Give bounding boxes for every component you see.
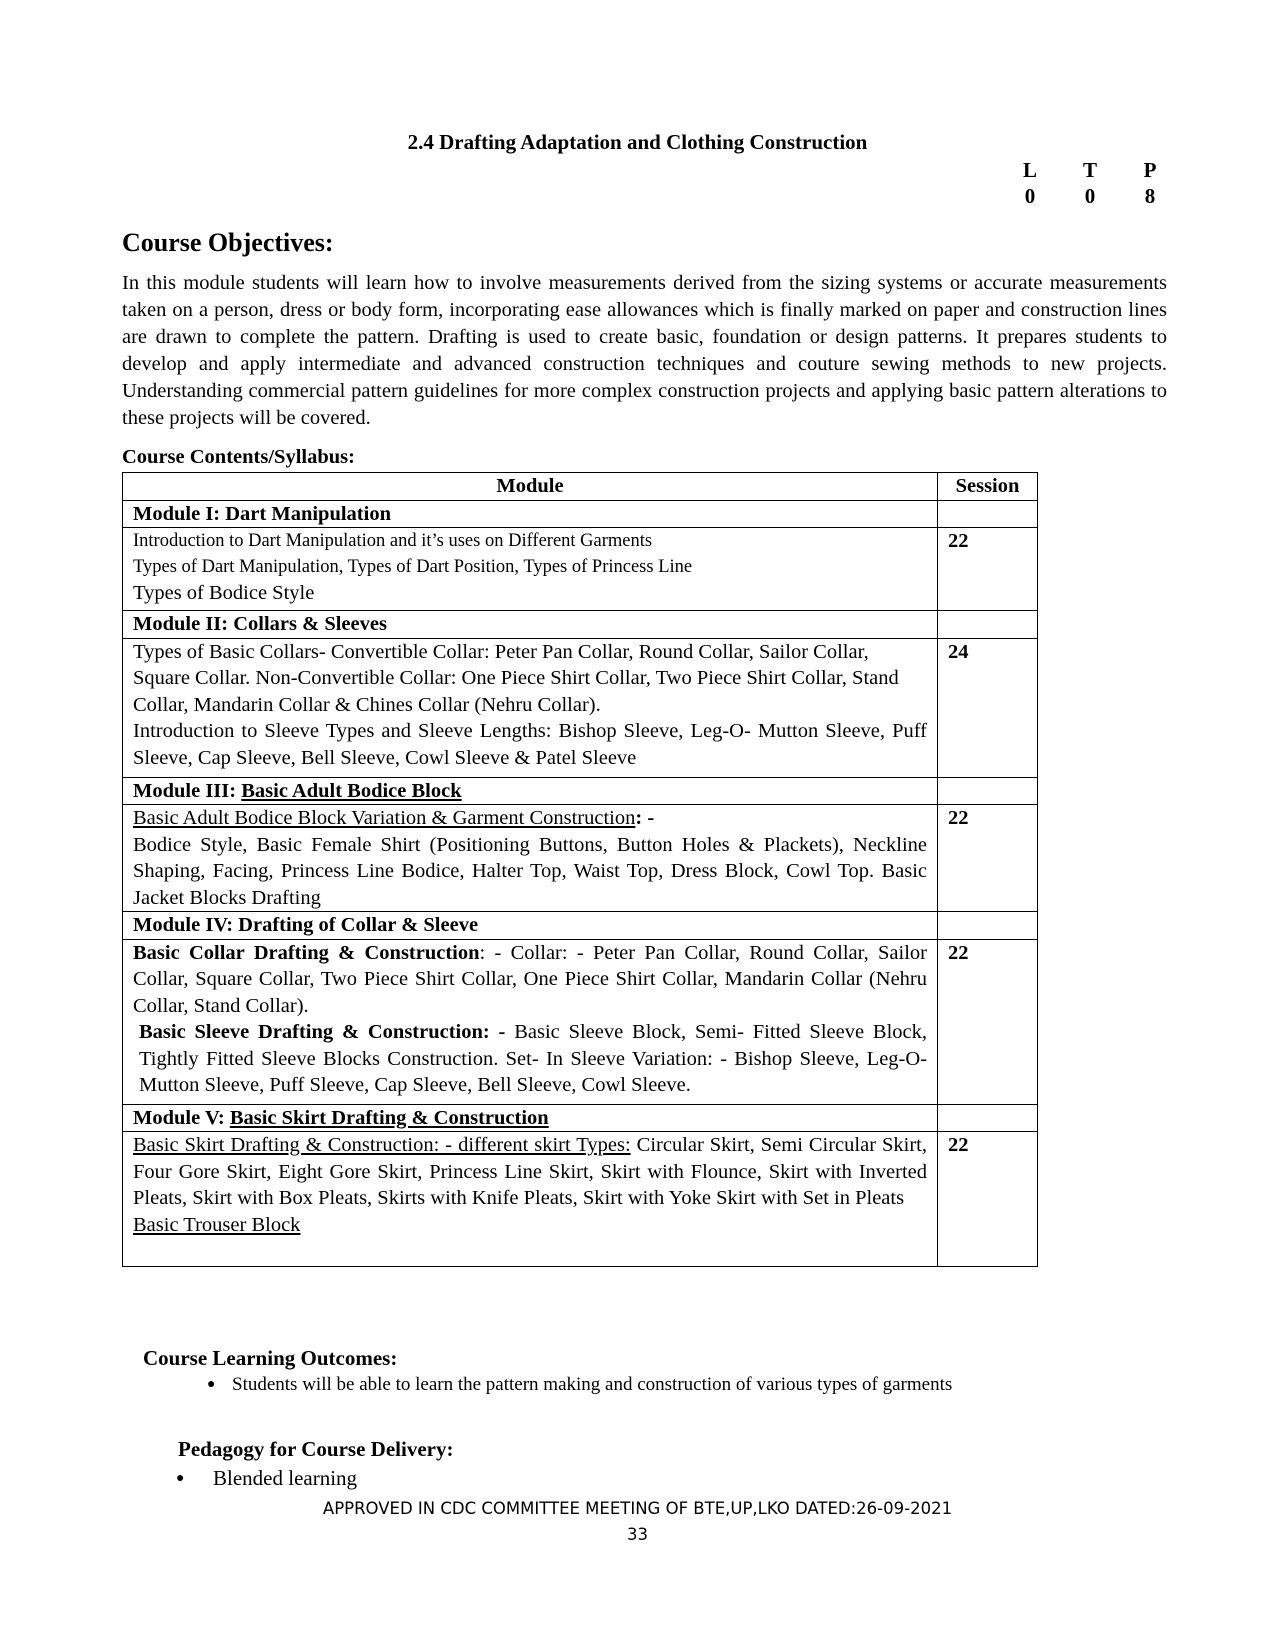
module-4-heading: Module IV: Drafting of Collar & Sleeve bbox=[123, 912, 938, 940]
module-5-lead: Basic Skirt Drafting & Construction: - different skirt Types: bbox=[133, 1134, 631, 1156]
module-1-content bbox=[123, 528, 938, 611]
outcomes-heading: Course Learning Outcomes: bbox=[143, 1346, 398, 1370]
module-4-para-1 bbox=[133, 940, 927, 1020]
document-title: 2.4 Drafting Adaptation and Clothing Construction bbox=[407, 130, 868, 154]
session-column-header: Session bbox=[938, 473, 1038, 501]
module-1-content-row bbox=[123, 528, 1038, 611]
module-3-body: Bodice Style, Basic Female Shirt (Positioning Buttons, Button Holes & Plackets), Neckline Shaping, Facing, Princess Line Bodice, Halter Top, Waist Top, Dress Block, Cowl Top. Basic Jacket Blocks Drafting bbox=[133, 833, 928, 909]
bullet-icon: ● bbox=[176, 1471, 185, 1486]
module-3-lead-suffix: : - bbox=[635, 807, 655, 829]
bullet-icon: ● bbox=[207, 1377, 216, 1392]
module-5-session: 22 bbox=[938, 1132, 1038, 1267]
pedagogy-heading: Pedagogy for Course Delivery: bbox=[178, 1437, 454, 1461]
empty-cell bbox=[938, 777, 1038, 805]
module-1-heading: Module I: Dart Manipulation bbox=[123, 500, 938, 528]
module-5-content-row bbox=[123, 1132, 1038, 1267]
module-4-para-2-lead: Basic Sleeve Drafting & Construction: - bbox=[139, 1021, 506, 1043]
module-2-para-1: Types of Basic Collars- Convertible Collar: Peter Pan Collar, Round Collar, Sailor Collar, Square Collar. Non-Convertible Collar: One Piece Shirt Collar, Two Piece Shirt Collar, Stand Collar, Mandarin Collar & Chines Collar (Nehru Collar). bbox=[133, 640, 899, 716]
module-3-lead: Basic Adult Bodice Block Variation & Garment Construction bbox=[133, 807, 636, 829]
module-1-heading-row bbox=[123, 500, 1038, 528]
ltp-label-p: P bbox=[1143, 158, 1157, 182]
module-5-content bbox=[123, 1132, 938, 1267]
module-4-para-2 bbox=[133, 1019, 927, 1099]
ltp-label-l: L bbox=[1022, 158, 1037, 182]
objectives-heading: Course Objectives: bbox=[122, 228, 334, 257]
module-1-line-1: Introduction to Dart Manipulation and it’s uses on Different Garments bbox=[133, 531, 653, 551]
module-3-session: 22 bbox=[938, 805, 1038, 912]
module-5-heading bbox=[123, 1104, 938, 1132]
module-4-heading-row bbox=[123, 912, 1038, 940]
module-5-heading-row bbox=[123, 1104, 1038, 1132]
outcomes-item: Students will be able to learn the pattern making and construction of various types of garments bbox=[232, 1374, 953, 1395]
module-3-content bbox=[123, 805, 938, 912]
module-5-body: Circular Skirt, Semi Circular Skirt, Four Gore Skirt, Eight Gore Skirt, Princess Line Skirt, Skirt with Flounce, Skirt with Inverted Pleats, Skirt with Box Pleats, Skirts with Knife Pleats, Skirt with Yoke Skirt with Set in Pleats bbox=[133, 1134, 928, 1209]
module-3-heading-prefix: Module III: bbox=[133, 779, 242, 802]
module-4-content bbox=[123, 939, 938, 1104]
empty-cell bbox=[938, 500, 1038, 528]
table-header-row bbox=[123, 473, 1038, 501]
module-5-heading-prefix: Module V: bbox=[133, 1106, 230, 1129]
module-3-heading bbox=[123, 777, 938, 805]
module-1-line-3: Types of Bodice Style bbox=[133, 582, 315, 604]
ltp-label-t: T bbox=[1082, 158, 1097, 182]
module-4-para-2-body: Basic Sleeve Block, Semi- Fitted Sleeve Block, Tightly Fitted Sleeve Blocks Construction. Set- In Sleeve Variation: - Bishop Sleeve, Leg-O- Mutton Sleeve, Puff Sleeve, Cap Sleeve, Bell Sleeve, Cowl Sleeve. bbox=[139, 1021, 928, 1096]
module-4-para-1-lead: Basic Collar Drafting & Construction bbox=[133, 941, 480, 964]
module-2-session: 24 bbox=[938, 638, 1038, 777]
module-2-heading: Module II: Collars & Sleeves bbox=[123, 611, 938, 639]
syllabus-table bbox=[122, 472, 1038, 1267]
footer-approval-text: APPROVED IN CDC COMMITTEE MEETING OF BTE,UP,LKO DATED:26-09-2021 bbox=[322, 1499, 953, 1518]
module-2-heading-row bbox=[123, 611, 1038, 639]
ltp-grid bbox=[1000, 157, 1180, 209]
module-2-content-row bbox=[123, 638, 1038, 777]
module-5-last-line: Basic Trouser Block bbox=[133, 1213, 301, 1236]
empty-cell bbox=[938, 611, 1038, 639]
page-number: 33 bbox=[627, 1525, 648, 1544]
ltp-value-l: 0 bbox=[1024, 184, 1036, 208]
module-3-heading-row bbox=[123, 777, 1038, 805]
footer bbox=[0, 1496, 1275, 1548]
module-1-session: 22 bbox=[938, 528, 1038, 611]
ltp-value-t: 0 bbox=[1084, 184, 1096, 208]
module-3-heading-title: Basic Adult Bodice Block bbox=[241, 779, 462, 802]
module-1-line-2: Types of Dart Manipulation, Types of Dart Position, Types of Princess Line bbox=[133, 557, 693, 577]
empty-cell bbox=[938, 912, 1038, 940]
module-4-content-row bbox=[123, 939, 1038, 1104]
empty-cell bbox=[938, 1104, 1038, 1132]
ltp-value-p: 8 bbox=[1144, 184, 1156, 208]
pedagogy-item: Blended learning bbox=[213, 1466, 358, 1490]
objectives-text: In this module students will learn how to involve measurements derived from the sizing systems or accurate measurements taken on a person, dress or body form, incorporating ease allowances which is finally marked on paper and construction lines are drawn to complete the pattern. Drafting is used to create basic, foundation or design patterns. It prepares students to develop and apply intermediate and advanced construction techniques and couture sewing methods to new projects. Understanding commercial pattern guidelines for more complex construction projects and applying basic pattern alterations to these projects will be covered. bbox=[122, 272, 1167, 429]
module-2-content bbox=[123, 638, 938, 777]
module-column-header: Module bbox=[123, 473, 938, 501]
module-4-para-1-body: : - Collar: - Peter Pan Collar, Round Collar, Sailor Collar, Square Collar, Two Piece Shirt Collar, One Piece Shirt Collar, Mandarin Collar (Nehru Collar, Stand Collar). bbox=[133, 941, 928, 1017]
module-5-heading-title: Basic Skirt Drafting & Construction bbox=[229, 1106, 549, 1129]
module-4-session: 22 bbox=[938, 939, 1038, 1104]
module-2-para-2: Introduction to Sleeve Types and Sleeve Lengths: Bishop Sleeve, Leg-O- Mutton Sleeve, Puff Sleeve, Cap Sleeve, Bell Sleeve, Cowl Sleeve & Patel Sleeve bbox=[133, 720, 928, 769]
syllabus-heading: Course Contents/Syllabus: bbox=[122, 446, 355, 468]
module-5-para bbox=[133, 1132, 927, 1212]
module-3-content-row bbox=[123, 805, 1038, 912]
